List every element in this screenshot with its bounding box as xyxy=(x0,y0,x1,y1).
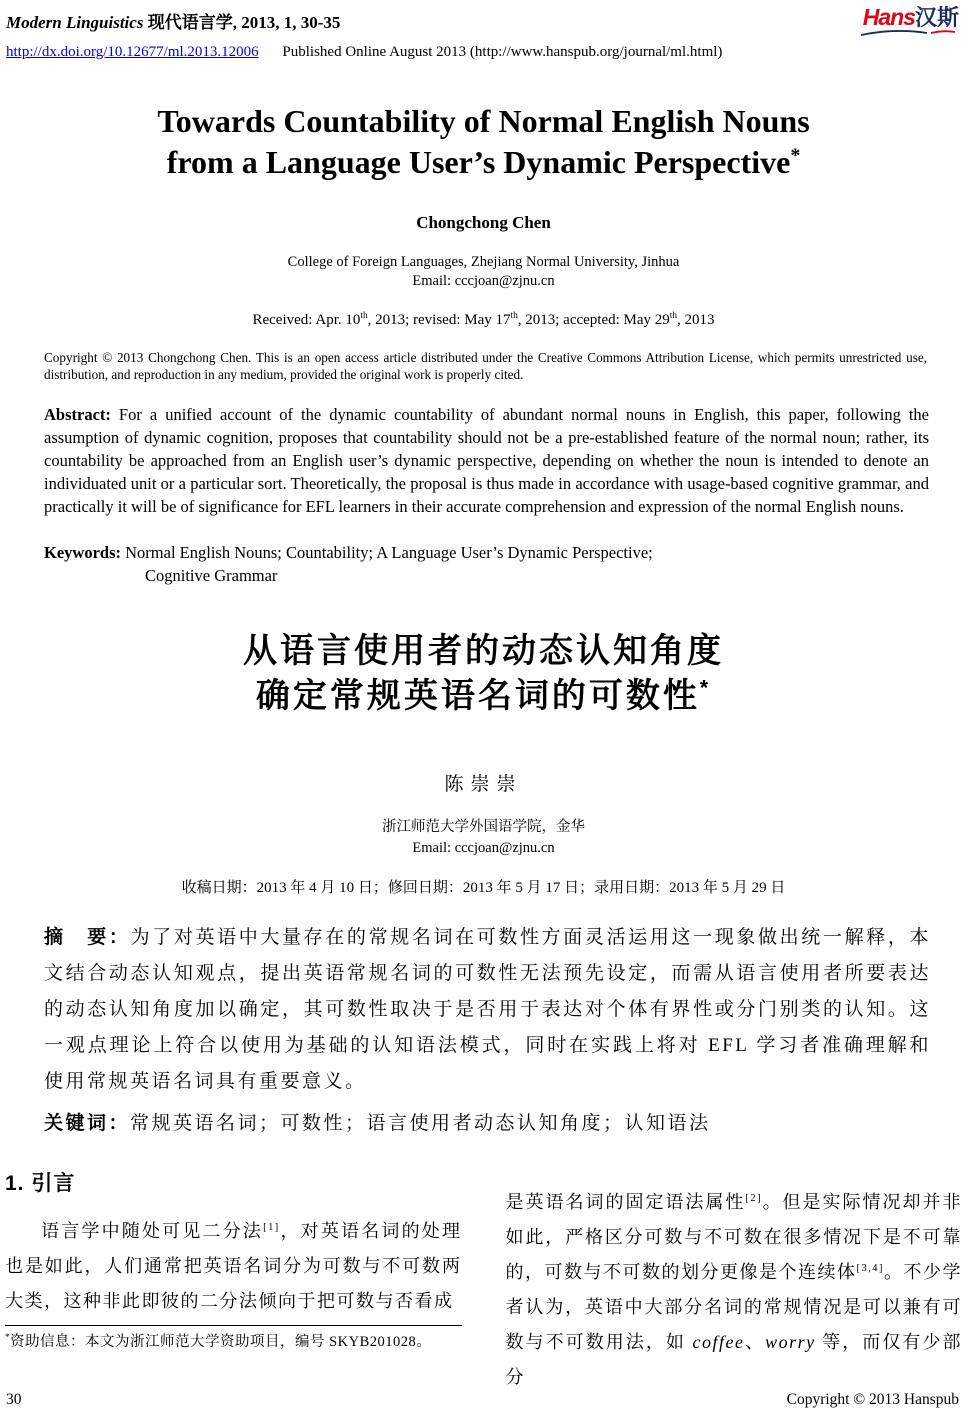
title-footnote-asterisk: * xyxy=(790,144,801,167)
section-1-heading: 1. 引言 xyxy=(5,1172,76,1195)
abstract-text-zh: 为了对英语中大量存在的常规名词在可数性方面灵活运用这一现象做出统一解释，本文结合动态认知观点，提出英语常规名词的可数性无法预先设定，而需从语言使用者所要表达的动态认知角度加以确定，其可数性取决于是否用于表达对个体有界性或分门别类的认知。这一观点理论上符合以使用为基础的认知语法模式，同时在实践上将对 EFL 学习者准确理解和使用常规英语名词具有重要意义。 xyxy=(44,927,931,1092)
keywords-text-zh: 常规英语名词；可数性；语言使用者动态认知角度；认知语法 xyxy=(130,1113,711,1134)
page-header xyxy=(0,0,967,61)
body-columns xyxy=(0,1166,967,1395)
abstract-label-en: Abstract: xyxy=(44,405,111,424)
title-footnote-asterisk-zh: * xyxy=(699,676,712,700)
hans-logo xyxy=(855,6,959,37)
abstract-label-zh: 摘 要： xyxy=(44,927,131,948)
journal-citation: Modern Linguistics 现代语言学, 2013, 1, 30-35 xyxy=(6,13,341,32)
paper-title-en-line2: from a Language User’s Dynamic Perspective* xyxy=(166,144,801,180)
keywords-zh xyxy=(44,1106,931,1142)
footer-copyright: Copyright © 2013 Hanspub xyxy=(786,1391,959,1408)
page-number: 30 xyxy=(6,1391,22,1408)
paper-title-zh-line1: 从语言使用者的动态认知角度 xyxy=(243,632,724,670)
paper-title-en-line1: Towards Countability of Normal English Nouns xyxy=(157,103,810,139)
affiliation-zh: 浙江师范大学外国语学院，金华 xyxy=(382,819,585,835)
column-left xyxy=(5,1166,462,1395)
hans-logo-swoosh-icon xyxy=(855,30,959,37)
keywords-en: Keywords: Normal English Nouns; Countability; A Language User’s Dynamic Perspective; Cognitive Grammar xyxy=(44,543,653,585)
received-dates-en: Received: Apr. 10th, 2013; revised: May 17th, 2013; accepted: May 29th, 2013 xyxy=(252,311,715,328)
abstract-en xyxy=(44,403,929,518)
funding-footnote: *资助信息：本文为浙江师范大学资助项目，编号 SKYB201028。 xyxy=(5,1325,462,1353)
paper-title-zh-line2: 确定常规英语名词的可数性* xyxy=(255,676,712,715)
paper-title-zh xyxy=(0,629,967,719)
author-email-zh: Email: cccjoan@zjnu.cn xyxy=(412,840,555,856)
affiliation-en: College of Foreign Languages, Zhejiang Normal University, Jinhua xyxy=(287,254,680,270)
column-right xyxy=(506,1166,963,1395)
hans-logo-latin: Hans xyxy=(862,4,915,30)
paper-title-en xyxy=(0,101,967,183)
keywords-label-zh: 关键词： xyxy=(44,1113,131,1134)
author-name-zh: 陈崇崇 xyxy=(444,774,523,795)
section-1-paragraph-left: 语言学中随处可见二分法[1]，对英语名词的处理也是如此，人们通常把英语名词分为可数与不可数两大类，这种非此即彼的二分法倾向于把可数与否看成 xyxy=(5,1221,462,1311)
abstract-text-en: For a unified account of the dynamic countability of abundant normal nouns in English, this paper, following the assumption of dynamic cognition, proposes that countability should not be a pre-established feature of the normal noun; rather, its countability be approached from an English user’s dynamic perspective, depending on whether the noun is intended to denote an individuated unit or a particular sort. Theoretically, the proposal is thus made in accordance with usage-based cognitive grammar, and practically it will be of significance for EFL learners in their accurate comprehension and expression of the normal English nouns. xyxy=(44,405,929,516)
published-online-info: Published Online August 2013 (http://www.hanspub.org/journal/ml.html) xyxy=(282,44,723,60)
affiliation-block-en xyxy=(0,253,967,291)
author-email-en: Email: cccjoan@zjnu.cn xyxy=(412,273,555,289)
hans-logo-cjk: 汉斯 xyxy=(914,5,959,30)
page-footer xyxy=(6,1391,959,1409)
abstract-zh xyxy=(44,920,931,1100)
author-name-en: Chongchong Chen xyxy=(416,213,551,232)
doi-link[interactable]: http://dx.doi.org/10.12677/ml.2013.12006 xyxy=(6,44,259,60)
affiliation-block-zh xyxy=(0,817,967,859)
received-dates-zh: 收稿日期：2013 年 4 月 10 日；修回日期：2013 年 5 月 17 日；录用日期：2013 年 5 月 29 日 xyxy=(181,880,786,896)
copyright-notice: Copyright © 2013 Chongchong Chen. This is an open access article distributed under the Creative Commons Attribution License, which permits unrestricted use, distribution, and reproduction in any medium, provided the original work is properly cited. xyxy=(44,350,927,382)
section-1-paragraph-right: 是英语名词的固定语法属性[2]。但是实际情况却并非如此，严格区分可数与不可数在很多情况下是不可靠的，可数与不可数的划分更像是个连续体[3,4]。不少学者认为，英语中大部分名词的常规情况是可以兼有可数与不可数用法，如 coffee、worry 等，而仅有少部分 xyxy=(505,1192,963,1387)
